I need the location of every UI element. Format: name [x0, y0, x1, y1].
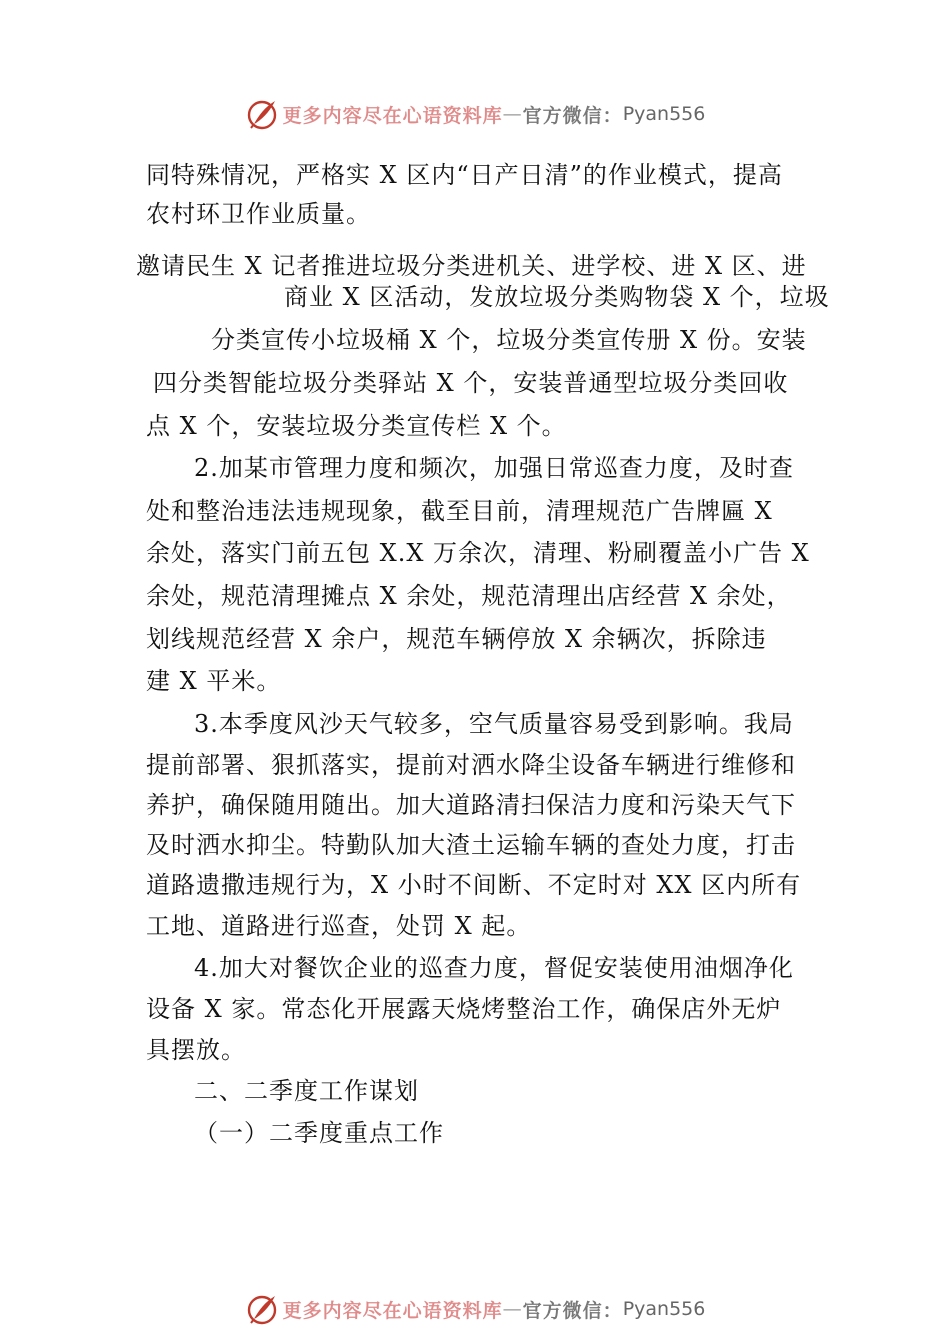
section-heading: 二、二季度工作谋划: [194, 1077, 419, 1105]
text-line: 余处，落实门前五包 X.X 万余次，清理、粉刷覆盖小广告 X: [146, 539, 810, 567]
text-line: 设备 X 家。常态化开展露天烧烤整治工作，确保店外无炉: [146, 995, 782, 1023]
text-line: 工地、道路进行巡查，处罚 X 起。: [146, 912, 532, 940]
watermark-text: 更多内容尽在心语资料库: [282, 1299, 503, 1322]
red-feather-pen-icon: [245, 1292, 279, 1326]
subsection-heading: （一）二季度重点工作: [194, 1119, 444, 1147]
red-feather-pen-icon: [245, 97, 279, 131]
watermark-wechat-id: Pyan556: [622, 103, 706, 125]
watermark-wechat-label: 官方微信：: [522, 104, 623, 127]
text-line: 农村环卫作业质量。: [146, 200, 371, 228]
text-line: 3.本季度风沙天气较多，空气质量容易受到影响。我局: [194, 710, 794, 738]
text-line: 建 X 平米。: [146, 667, 282, 695]
text-line: 具摆放。: [146, 1036, 246, 1064]
text-line: 养护，确保随用随出。加大道路清扫保洁力度和污染天气下: [146, 791, 796, 819]
watermark-wechat-label: 官方微信：: [522, 1299, 623, 1322]
text-line: 商业 X 区活动，发放垃圾分类购物袋 X 个，垃圾: [284, 283, 830, 311]
watermark-text: 更多内容尽在心语资料库: [282, 104, 503, 127]
text-line: 2.加某市管理力度和频次，加强日常巡查力度，及时查: [194, 454, 794, 482]
watermark-separator: —: [502, 1298, 523, 1320]
text-line: 及时洒水抑尘。特勤队加大渣土运输车辆的查处力度，打击: [146, 831, 796, 859]
text-line: 提前部署、狠抓落实，提前对洒水降尘设备车辆进行维修和: [146, 751, 796, 779]
text-line: 同特殊情况，严格实 X 区内“日产日清”的作业模式，提高: [146, 161, 783, 189]
text-line: 邀请民生 X 记者推进垃圾分类进机关、进学校、进 X 区、进: [136, 252, 807, 280]
watermark-banner-bottom: [0, 1292, 950, 1326]
text-line: 处和整治违法违规现象，截至目前，清理规范广告牌匾 X: [146, 497, 773, 525]
text-line: 4.加大对餐饮企业的巡查力度，督促安装使用油烟净化: [194, 954, 794, 982]
text-line: 四分类智能垃圾分类驿站 X 个，安装普通型垃圾分类回收: [153, 369, 789, 397]
watermark-wechat-id: Pyan556: [622, 1298, 706, 1320]
text-line: 余处，规范清理摊点 X 余处，规范清理出店经营 X 余处，: [146, 582, 792, 610]
text-line: 分类宣传小垃圾桶 X 个，垃圾分类宣传册 X 份。安装: [211, 326, 807, 354]
text-line: 道路遗撒违规行为，X 小时不间断、不定时对 XX 区内所有: [146, 871, 802, 899]
watermark-separator: —: [502, 103, 523, 125]
text-line: 划线规范经营 X 余户，规范车辆停放 X 余辆次，拆除违: [146, 625, 767, 653]
watermark-banner-top: [0, 97, 950, 131]
text-line: 点 X 个，安装垃圾分类宣传栏 X 个。: [146, 412, 567, 440]
